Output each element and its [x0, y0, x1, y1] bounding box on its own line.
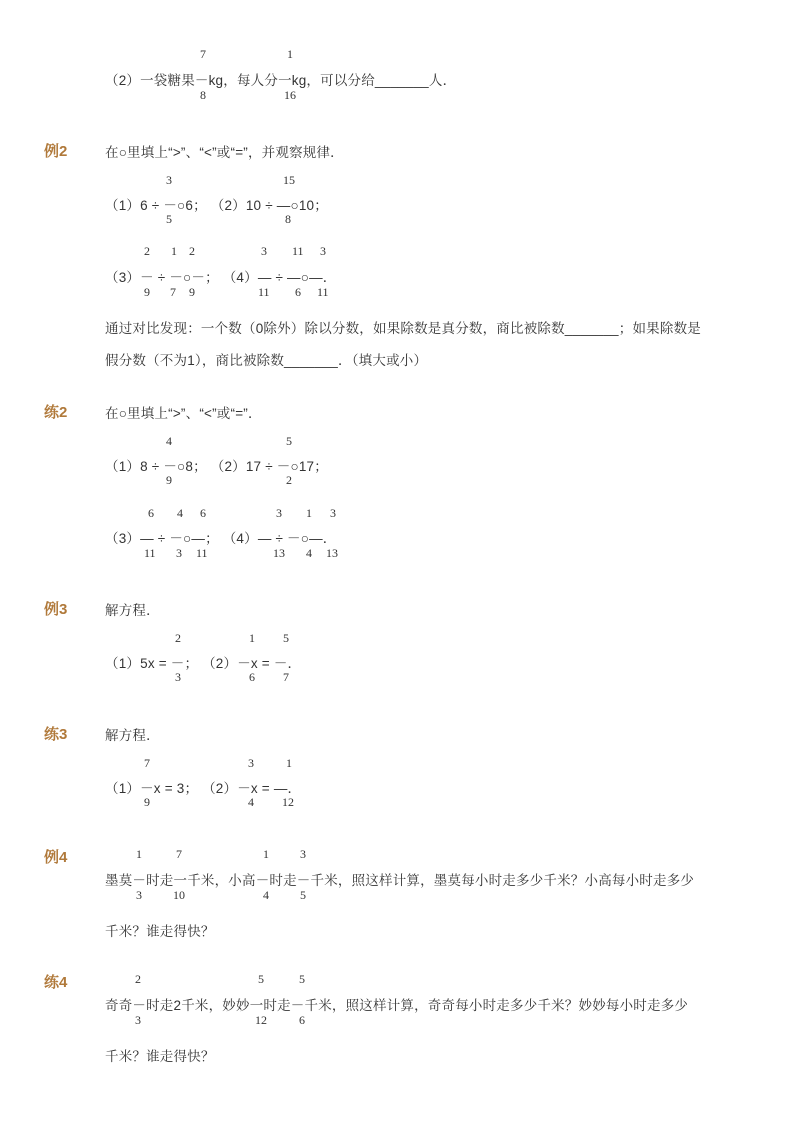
problem-stem: 在○里填上“>”、“<”或“=”，并观察规律． — [105, 145, 344, 160]
observation-note: 假分数（不为1），商比被除数_______．（填大或小） — [105, 353, 428, 368]
fraction-numerator: 5 — [299, 972, 305, 986]
fraction-denominator: 11 — [317, 285, 329, 299]
fraction-denominator: 4 — [263, 888, 269, 902]
fraction-denominator: 9 — [144, 795, 150, 809]
fraction-denominator: 9 — [166, 473, 172, 487]
fraction-denominator: 7 — [170, 285, 176, 299]
fraction-denominator: 2 — [286, 473, 292, 487]
problem-row: （1）－x = 3； （2）－x = —． — [105, 781, 302, 796]
fraction-denominator: 11 — [196, 546, 208, 560]
fraction-numerator: 1 — [286, 756, 292, 770]
fraction-denominator: 16 — [284, 88, 296, 102]
fraction-denominator: 13 — [326, 546, 338, 560]
fraction-denominator: 8 — [285, 212, 291, 226]
problem-row: （3）— ÷ －○—； （4）— ÷ －○—． — [105, 531, 337, 546]
problem-stem: 在○里填上“>”、“<”或“=”． — [105, 406, 262, 421]
fraction-denominator: 6 — [295, 285, 301, 299]
fraction-numerator: 3 — [330, 506, 336, 520]
problem-row: （1）5x = －； （2）－x = －． — [105, 656, 302, 671]
fraction-denominator: 11 — [258, 285, 270, 299]
fraction-denominator: 5 — [166, 212, 172, 226]
fraction-numerator: 2 — [144, 244, 150, 258]
fraction-numerator: 3 — [261, 244, 267, 258]
section-tag: 练3 — [44, 726, 68, 743]
section-tag: 练4 — [44, 974, 68, 991]
fraction-denominator: 9 — [144, 285, 150, 299]
fraction-numerator: 3 — [320, 244, 326, 258]
problem-row: （3）－ ÷ －○－； （4）— ÷ —○—． — [105, 270, 337, 285]
fraction-numerator: 6 — [148, 506, 154, 520]
fraction-numerator: 4 — [177, 506, 183, 520]
fraction-numerator: 3 — [248, 756, 254, 770]
fraction-numerator: 3 — [300, 847, 306, 861]
fraction-numerator: 1 — [249, 631, 255, 645]
fraction-numerator: 1 — [171, 244, 177, 258]
fraction-numerator: 1 — [263, 847, 269, 861]
problem-line: 墨莫－时走一千米，小高－时走－千米，照这样计算，墨莫每小时走多少千米？小高每小时走多少 — [105, 873, 695, 888]
fraction-numerator: 3 — [276, 506, 282, 520]
fraction-denominator: 3 — [176, 546, 182, 560]
problem-stem: 解方程． — [105, 603, 160, 618]
section-tag: 例3 — [44, 601, 68, 618]
fraction-numerator: 7 — [176, 847, 182, 861]
fraction-denominator: 3 — [175, 670, 181, 684]
fraction-numerator: 2 — [175, 631, 181, 645]
fraction-numerator: 6 — [200, 506, 206, 520]
section-tag: 练2 — [44, 404, 68, 421]
fraction-denominator: 12 — [282, 795, 294, 809]
problem-line: 千米？谁走得快？ — [105, 1049, 215, 1064]
fraction-numerator: 5 — [258, 972, 264, 986]
fraction-denominator: 12 — [255, 1013, 267, 1027]
fraction-numerator: 1 — [306, 506, 312, 520]
fraction-numerator: 3 — [166, 173, 172, 187]
fraction-numerator: 7 — [144, 756, 150, 770]
fraction-numerator: 5 — [286, 434, 292, 448]
fraction-numerator: 1 — [136, 847, 142, 861]
fraction-numerator: 5 — [283, 631, 289, 645]
fraction-denominator: 3 — [135, 1013, 141, 1027]
fraction-denominator: 10 — [173, 888, 185, 902]
problem-line: 千米？谁走得快？ — [105, 924, 215, 939]
fraction-denominator: 5 — [300, 888, 306, 902]
fraction-denominator: 3 — [136, 888, 142, 902]
observation-note: 通过对比发现：一个数（0除外）除以分数，如果除数是真分数，商比被除数_______；如果除数是 — [105, 321, 701, 336]
fraction-numerator: 4 — [166, 434, 172, 448]
fraction-denominator: 11 — [144, 546, 156, 560]
problem-row: （1）8 ÷ －○8； （2）17 ÷ －○17； — [105, 459, 328, 474]
fraction-numerator: 2 — [135, 972, 141, 986]
fraction-denominator: 6 — [249, 670, 255, 684]
problem-stem: 解方程． — [105, 728, 160, 743]
fraction-denominator: 8 — [200, 88, 206, 102]
problem-line: 奇奇－时走2千米，妙妙一时走－千米，照这样计算，奇奇每小时走多少千米？妙妙每小时走多少 — [105, 998, 689, 1013]
fraction-denominator: 4 — [248, 795, 254, 809]
fraction-denominator: 6 — [299, 1013, 305, 1027]
fraction-denominator: 13 — [273, 546, 285, 560]
fraction-numerator: 2 — [189, 244, 195, 258]
fraction-numerator: 1 — [287, 47, 293, 61]
fraction-denominator: 7 — [283, 670, 289, 684]
section-tag: 例2 — [44, 143, 68, 160]
problem-line: （2）一袋糖果－kg，每人分一kg，可以分给_______人． — [105, 73, 457, 88]
fraction-numerator: 15 — [283, 173, 295, 187]
fraction-denominator: 9 — [189, 285, 195, 299]
problem-row: （1）6 ÷ －○6； （2）10 ÷ —○10； — [105, 198, 328, 213]
fraction-numerator: 11 — [292, 244, 304, 258]
fraction-numerator: 7 — [200, 47, 206, 61]
section-tag: 例4 — [44, 849, 68, 866]
fraction-denominator: 4 — [306, 546, 312, 560]
